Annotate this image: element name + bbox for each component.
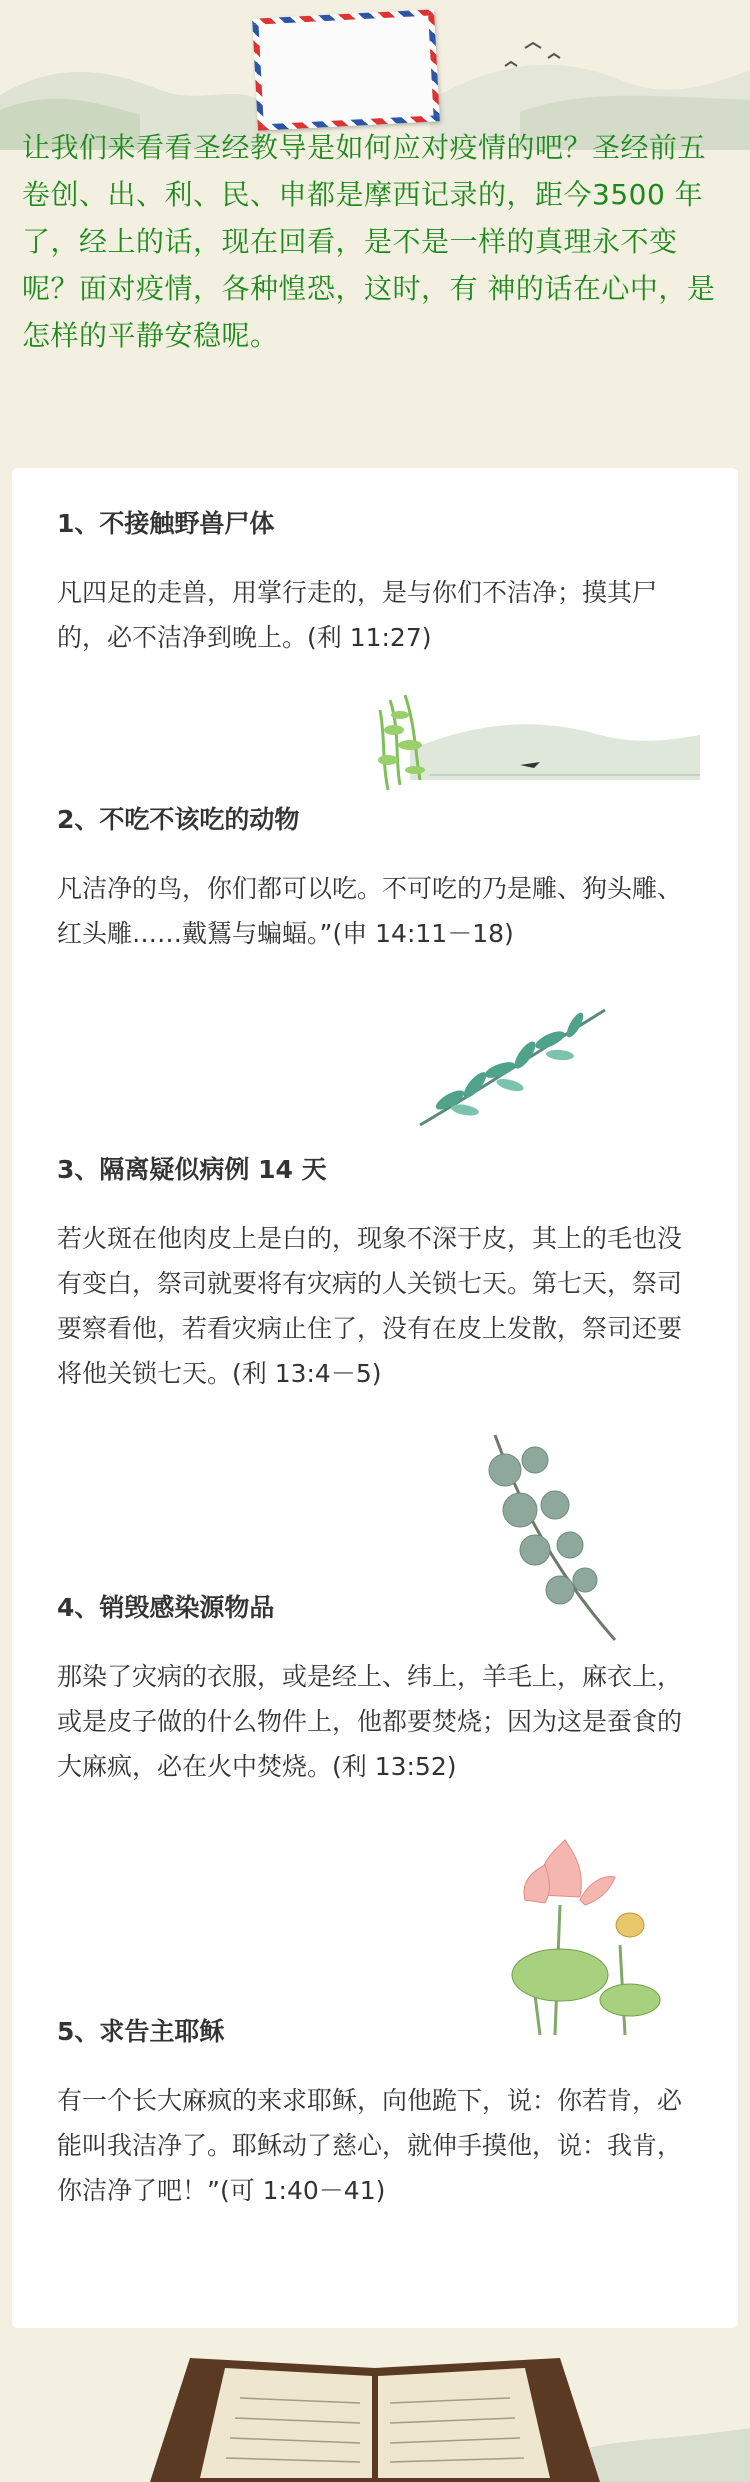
eucalyptus-illustration [475,1430,625,1645]
section-text-5: 有一个长大麻疯的来求耶稣，向他跪下，说：你若肯，必能叫我洁净了。耶稣动了慈心，就伸手摸他，说：我肯，你洁净了吧！”(可 1:40－41) [57,2086,683,2205]
section-text-4: 那染了灾病的衣服，或是经上、纬上，羊毛上，麻衣上，或是皮子做的什么物件上，他都要焚烧；因为这是蚕食的大麻疯，必在火中焚烧。(利 13:52) [57,1662,683,1781]
section-text-1: 凡四足的走兽，用掌行走的，是与你们不洁净；摸其尸的，必不洁净到晚上。(利 11:27) [57,578,658,652]
section-heading-3: 3、隔离疑似病例 14 天 [57,1155,327,1184]
section-heading-2: 2、不吃不该吃的动物 [57,805,300,834]
section-heading-1: 1、不接触野兽尸体 [57,509,275,538]
open-bible-illustration [0,2328,750,2482]
section-heading-5: 5、求告主耶稣 [57,2017,225,2046]
lotus-illustration [500,1835,670,2040]
postcard-stamp [252,9,440,130]
willow-lake-illustration [370,690,700,795]
section-text-3: 若火斑在他肉皮上是白的，现象不深于皮，其上的毛也没有变白，祭司就要将有灾病的人关锁七天。第七天，祭司要察看他，若看灾病止住了，没有在皮上发散，祭司还要将他关锁七天。(利 13:4－5) [57,1224,683,1388]
leaf-branch-illustration [410,1000,610,1135]
section-text-2: 凡洁净的鸟，你们都可以吃。不可吃的乃是雕、狗头雕、红头雕……戴鵟与蝙蝠。”(申 14:11－18) [57,874,683,948]
intro-text: 让我们来看看圣经教导是如何应对疫情的吧？圣经前五卷创、出、利、民、申都是摩西记录的，距今3500 年了，经上的话，现在回看，是不是一样的真理永不变呢？面对疫情，各种惶恐，这时，有 神的话在心中，是怎样的平静安稳呢。 [22,131,716,352]
section-heading-4: 4、销毁感染源物品 [57,1593,275,1622]
